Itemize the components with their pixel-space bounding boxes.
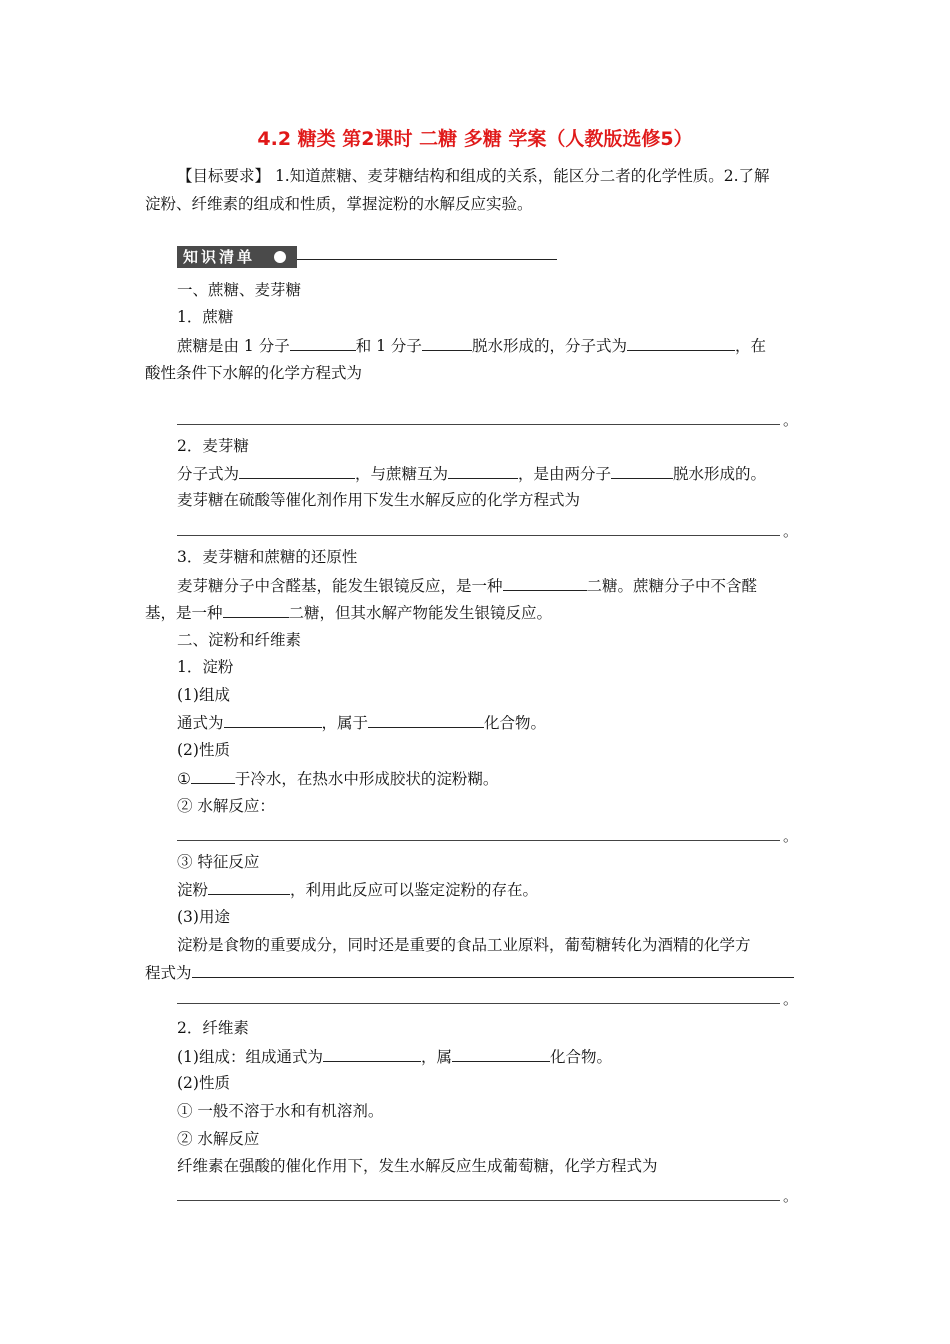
fill-blank[interactable] (368, 712, 484, 728)
text-part: 化合物。 (549, 1048, 612, 1066)
section-heading-1: 一、蔗糖、麦芽糖 (177, 281, 302, 299)
text-part: ，属 (420, 1048, 452, 1066)
answer-line[interactable] (177, 840, 780, 841)
text-part: ① (177, 770, 191, 788)
answer-line[interactable] (177, 1200, 780, 1201)
page-title: 4.2 糖类 第2课时 二糖 多糖 学案（人教版选修5） (257, 128, 693, 150)
answer-line[interactable] (177, 1003, 780, 1004)
sucrose-text-2: 酸性条件下水解的化学方程式为 (145, 364, 363, 382)
text-part: 蔗糖是由 1 分子 (177, 337, 290, 355)
fill-blank[interactable] (208, 879, 290, 895)
answer-period: 。 (783, 411, 799, 429)
cellulose-hydrolysis-text: 纤维素在强酸的催化作用下，发生水解反应生成葡萄糖，化学方程式为 (177, 1157, 658, 1175)
text-part: 脱水形成的。 (673, 465, 767, 483)
fill-blank[interactable] (224, 712, 322, 728)
fill-blank[interactable] (323, 1046, 421, 1062)
text-part: ，在 (734, 337, 766, 355)
fill-blank[interactable] (448, 463, 518, 479)
text-part: (1)组成：组成通式为 (177, 1048, 323, 1066)
subheading-cellulose: 2．纤维素 (177, 1019, 249, 1037)
subheading-maltose: 2．麦芽糖 (177, 437, 249, 455)
goals-line-2: 淀粉、纤维素的组成和性质，掌握淀粉的水解反应实验。 (145, 195, 533, 213)
text-part: 二糖。蔗糖分子中不含醛 (586, 577, 758, 595)
subheading-sucrose: 1．蔗糖 (177, 308, 234, 326)
subheading-starch: 1．淀粉 (177, 658, 234, 676)
fill-blank[interactable] (503, 575, 587, 591)
maltose-text-2: 麦芽糖在硫酸等催化剂作用下发生水解反应的化学方程式为 (177, 491, 581, 509)
starch-property-1 (177, 768, 810, 789)
answer-period: 。 (783, 1187, 799, 1205)
starch-property-2: ② 水解反应： (177, 797, 275, 815)
text-part: 脱水形成的，分子式为 (471, 337, 627, 355)
text-part: 二糖，但其水解产物能发生银镜反应。 (288, 604, 553, 622)
fill-blank[interactable] (192, 962, 794, 978)
starch-composition: (1)组成 (177, 686, 230, 704)
fill-blank[interactable] (239, 463, 355, 479)
text-part: 分子式为 (177, 465, 240, 483)
cellulose-property-2: ② 水解反应 (177, 1130, 260, 1148)
text-part: 基，是一种 (145, 604, 223, 622)
starch-use-text-1: 淀粉是食物的重要成分，同时还是重要的食品工业原料，葡萄糖转化为酒精的化学方 (177, 936, 751, 954)
starch-use-heading: (3)用途 (177, 908, 230, 926)
cellulose-property-1: ① 一般不溶于水和有机溶剂。 (177, 1102, 384, 1120)
cellulose-properties: (2)性质 (177, 1074, 230, 1092)
sucrose-text-1 (177, 335, 810, 356)
banner-rule (297, 259, 557, 260)
text-part: 程式为 (145, 964, 192, 982)
text-part: 于冷水，在热水中形成胶状的淀粉糊。 (234, 770, 499, 788)
answer-period: 。 (783, 522, 799, 540)
goals-label: 【目标要求】 (177, 167, 271, 185)
text-part: ，与蔗糖互为 (355, 465, 449, 483)
text-part: 化合物。 (484, 714, 547, 732)
text-part: 淀粉 (177, 881, 209, 899)
text-part: 麦芽糖分子中含醛基，能发生银镜反应，是一种 (177, 577, 503, 595)
cellulose-composition (177, 1046, 810, 1067)
answer-line[interactable] (177, 535, 780, 536)
text-part: ，是由两分子 (518, 465, 612, 483)
starch-use-text-2 (145, 962, 810, 983)
goals-line-1 (177, 166, 810, 186)
fill-blank[interactable] (627, 335, 735, 351)
reducibility-text-1 (177, 575, 810, 596)
text-part: 通式为 (177, 714, 224, 732)
fill-blank[interactable] (611, 463, 673, 479)
section-heading-2: 二、淀粉和纤维素 (177, 631, 302, 649)
subheading-reducibility: 3．麦芽糖和蔗糖的还原性 (177, 548, 358, 566)
answer-period: 。 (783, 827, 799, 845)
reducibility-text-2 (145, 602, 810, 623)
fill-blank[interactable] (223, 602, 289, 618)
starch-property-3: ③ 特征反应 (177, 853, 260, 871)
starch-properties: (2)性质 (177, 741, 230, 759)
goals-text: 1.知道蔗糖、麦芽糖结构和组成的关系，能区分二者的化学性质。2.了解 (270, 167, 770, 185)
text-part: ，利用此反应可以鉴定淀粉的存在。 (290, 881, 539, 899)
text-part: ，属于 (321, 714, 369, 732)
answer-period: 。 (783, 990, 799, 1008)
starch-iodine-text (177, 879, 810, 900)
fill-blank[interactable] (191, 768, 235, 784)
starch-formula (177, 712, 810, 733)
banner-bullet-icon (274, 251, 286, 263)
maltose-text-1 (177, 463, 810, 484)
fill-blank[interactable] (422, 335, 472, 351)
text-part: 和 1 分子 (355, 337, 422, 355)
answer-line[interactable] (177, 424, 780, 425)
fill-blank[interactable] (452, 1046, 550, 1062)
section-banner: 知识清单 (177, 246, 297, 268)
fill-blank[interactable] (290, 335, 356, 351)
